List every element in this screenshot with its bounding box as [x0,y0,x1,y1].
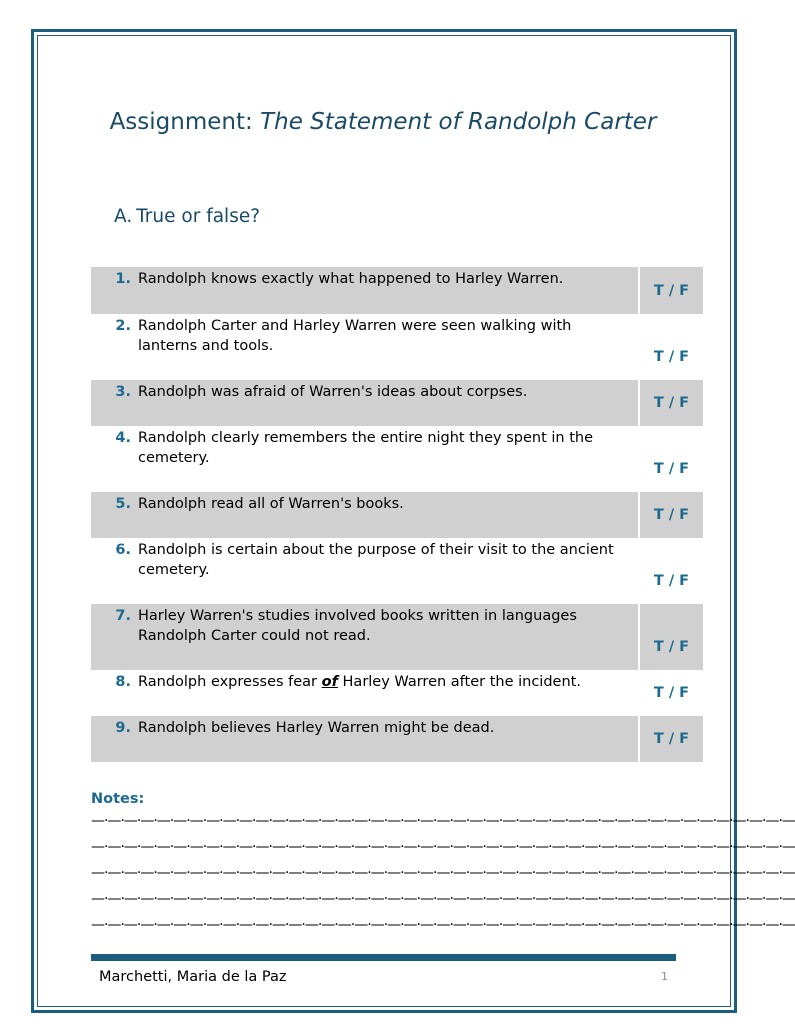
answer-choice[interactable]: T / F [640,267,703,314]
question-number: 2. [115,318,131,334]
question-cell [91,267,638,314]
question-text-after: Harley Warren after the incident. [337,674,581,690]
question-number: 4. [115,430,131,446]
answer-choice[interactable]: T / F [640,492,703,538]
answer-choice[interactable]: T / F [653,685,690,701]
table-row [91,670,703,716]
page-number: 1 [661,970,668,983]
section-title: True or false? [136,206,261,227]
question-number: 5. [115,496,131,512]
note-line: —·—·—·—·—·—·—·—·—·—·—·—·—·—·—·—·—·—·—·—·—·—·—·—·—·—·—·—·—·—·—·—·—·—·—·—·—·—·—·—·—·—·— [91,813,795,829]
table-row [91,538,703,604]
title-prefix: Assignment: [109,109,261,135]
answer-choice[interactable]: T / F [640,716,703,762]
answer-choice[interactable]: T / F [640,380,703,426]
assignment-title [100,106,666,139]
answer-choice[interactable]: T / F [653,573,690,589]
true-false-table [91,267,703,762]
question-number: 3. [115,384,131,400]
question-cell [91,380,638,426]
section-heading [114,206,260,227]
answer-choice[interactable]: T / F [640,604,703,670]
question-text: Randolph read all of Warren's books. [138,496,404,512]
footer-author: Marchetti, Maria de la Paz [99,969,287,985]
question-number: 1. [115,271,131,287]
question-text-emphasis: of [321,674,338,690]
notes-label: Notes: [91,791,145,807]
question-text-before: Randolph expresses fear [138,674,322,690]
question-text: Randolph was afraid of Warren's ideas about corpses. [138,384,528,400]
title-work: The Statement of Randolph Carter [260,109,657,135]
question-number: 7. [115,608,131,624]
question-number: 9. [115,720,131,736]
table-row [91,604,703,670]
answer-choice[interactable]: T / F [653,349,690,365]
question-text: Randolph Carter and Harley Warren were seen walking with lanterns and tools. [138,318,572,354]
question-cell [91,716,638,762]
question-cell [91,538,638,604]
note-line: —·—·—·—·—·—·—·—·—·—·—·—·—·—·—·—·—·—·—·—·—·—·—·—·—·—·—·—·—·—·—·—·—·—·—·—·—·—·—·—·—·—·— [91,865,795,881]
note-line: —·—·—·—·—·—·—·—·—·—·—·—·—·—·—·—·—·—·—·—·—·—·—·—·—·—·—·—·—·—·—·—·—·—·—·—·—·—·—·—·—·—·— [91,917,795,933]
question-text: Randolph is certain about the purpose of their visit to the ancient cemetery. [138,542,614,578]
question-cell [91,314,638,380]
question-cell [91,426,638,492]
table-row [91,716,703,762]
table-row [91,267,703,314]
table-row [91,492,703,538]
note-line: —·—·—·—·—·—·—·—·—·—·—·—·—·—·—·—·—·—·—·—·—·—·—·—·—·—·—·—·—·—·—·—·—·—·—·—·—·—·—·—·—·—·— [91,891,795,907]
question-number: 6. [115,542,131,558]
question-text: Harley Warren's studies involved books written in languages Randolph Carter could not read. [138,608,577,644]
question-cell [91,604,638,670]
table-row [91,380,703,426]
question-number: 8. [115,674,131,690]
section-letter: A. [114,206,133,227]
question-text [138,672,638,716]
footer-divider [91,954,676,961]
answer-choice[interactable]: T / F [653,461,690,477]
notes-lines [91,812,795,942]
question-text: Randolph knows exactly what happened to Harley Warren. [138,271,564,287]
table-row [91,426,703,492]
question-cell [91,492,638,538]
table-row [91,314,703,380]
question-cell [91,670,638,716]
question-text: Randolph believes Harley Warren might be dead. [138,720,495,736]
question-text: Randolph clearly remembers the entire night they spent in the cemetery. [138,430,593,466]
note-line: —·—·—·—·—·—·—·—·—·—·—·—·—·—·—·—·—·—·—·—·—·—·—·—·—·—·—·—·—·—·—·—·—·—·—·—·—·—·—·—·—·—·— [91,839,795,855]
